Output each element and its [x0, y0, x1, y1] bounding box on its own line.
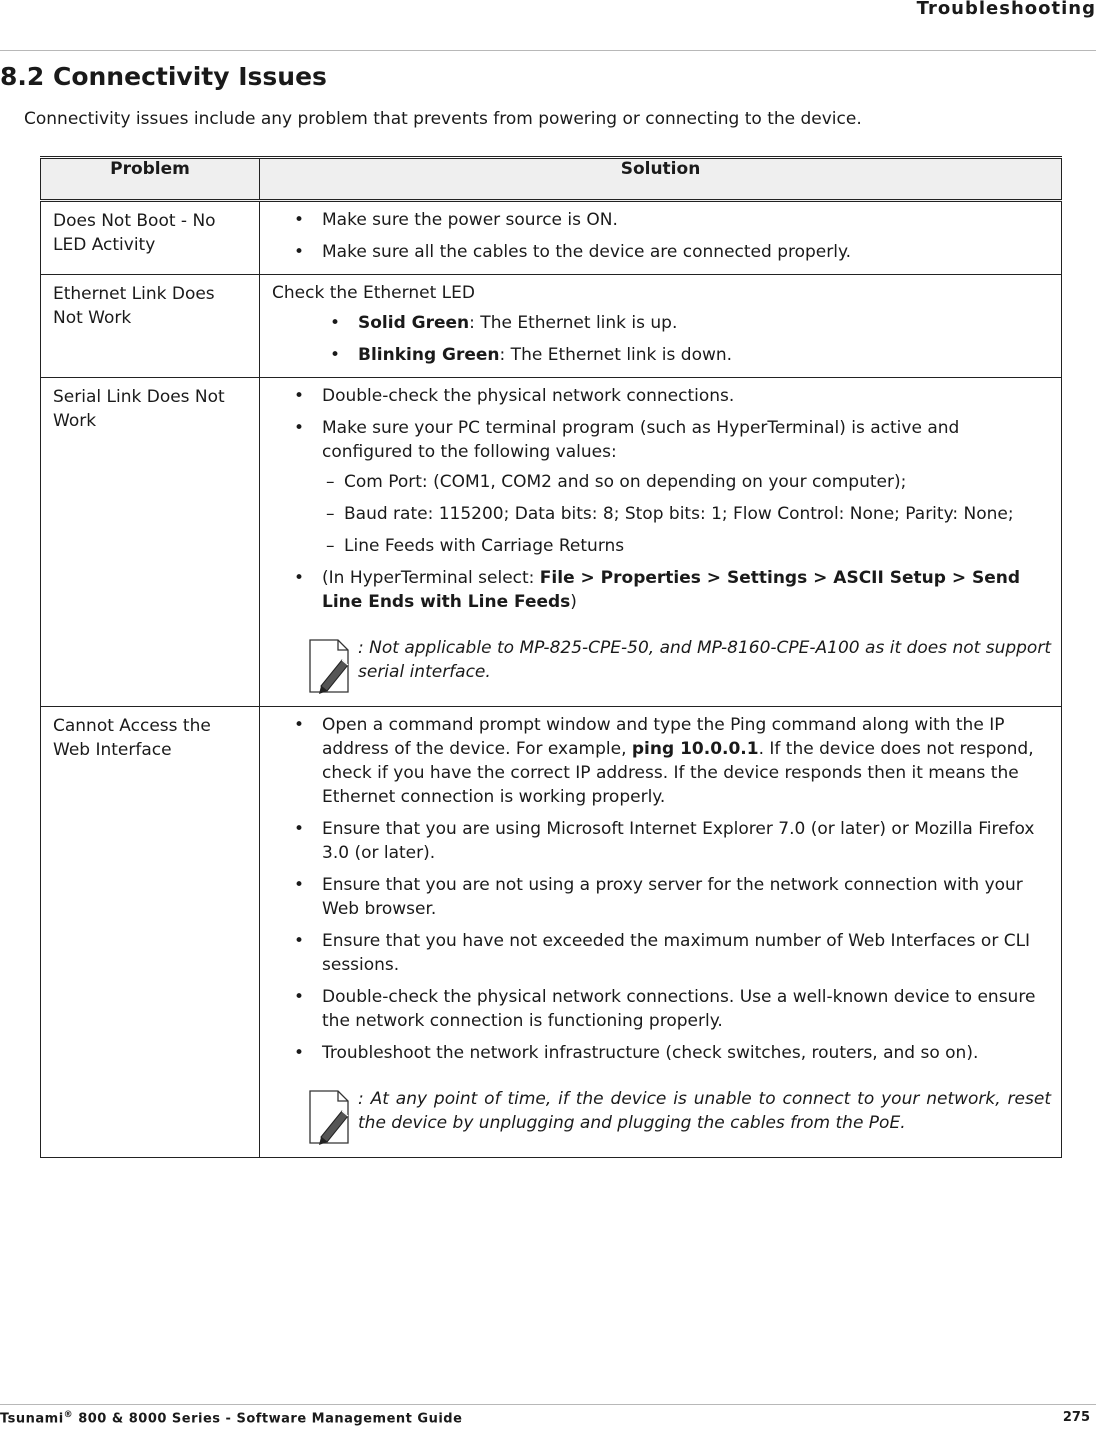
problem-cell: Ethernet Link Does Not Work	[41, 275, 260, 378]
registered-mark: ®	[63, 1410, 74, 1420]
header-title: Troubleshooting	[916, 0, 1096, 19]
solution-list	[272, 384, 1051, 614]
col-header-solution: Solution	[260, 158, 1062, 201]
table-header-row	[41, 158, 1062, 201]
list-item: • Ensure that you have not exceeded the maximum number of Web Interfaces or CLI sessions.	[272, 929, 1051, 977]
page-footer	[0, 1404, 1096, 1430]
solution-cell	[260, 378, 1062, 707]
sub-list	[322, 470, 1051, 558]
list-item	[272, 713, 1051, 809]
col-header-problem: Problem	[41, 158, 260, 201]
section-intro: Connectivity issues include any problem that prevents from powering or connecting to the device.	[24, 109, 862, 129]
solution-list	[272, 713, 1051, 1065]
solution-intro: Check the Ethernet LED	[272, 283, 475, 303]
solution-cell	[260, 275, 1062, 378]
list-item	[272, 311, 1051, 335]
section-heading: 8.2 Connectivity Issues	[0, 62, 327, 91]
footer-brand: Tsunami	[0, 1411, 64, 1427]
table-row	[41, 707, 1062, 1158]
led-state-label: Blinking Green	[358, 345, 500, 365]
list-item-text: Open a command prompt window and type the Ping command along with the IP address of the device. For example,	[322, 715, 1005, 759]
solution-cell	[260, 201, 1062, 275]
connectivity-table	[40, 156, 1062, 1158]
list-item: • Troubleshoot the network infrastructure (check switches, routers, and so on).	[272, 1041, 1051, 1065]
list-item-text: )	[570, 592, 577, 612]
table-row	[41, 201, 1062, 275]
list-item	[272, 566, 1051, 614]
problem-cell: Cannot Access the Web Interface	[41, 707, 260, 1158]
ping-command: ping 10.0.0.1	[631, 739, 759, 759]
list-item: • Double-check the physical network connections.	[272, 384, 1051, 408]
table-row	[41, 275, 1062, 378]
list-item: • Make sure all the cables to the device are connected properly.	[272, 240, 1051, 264]
list-item	[272, 343, 1051, 367]
table-row	[41, 378, 1062, 707]
menu-path: File > Properties > Settings > ASCII Setup > Send Line Ends with Line Feeds	[322, 568, 1021, 612]
led-state-desc: : The Ethernet link is down.	[499, 345, 733, 365]
solution-cell	[260, 707, 1062, 1158]
footer-guide-name: 800 & 8000 Series - Software Management Guide	[73, 1411, 463, 1427]
pencil-note-icon	[308, 636, 356, 696]
solution-list	[272, 311, 1051, 367]
note-text: : Not applicable to MP-825-CPE-50, and MP-8160-CPE-A100 as it does not support serial interface.	[358, 638, 1051, 682]
sub-list-item: – Line Feeds with Carriage Returns	[322, 534, 1051, 558]
list-item-text: . If the device does not respond, check if you have the correct IP address. If the device responds then it means the Ethernet connection is working properly.	[322, 739, 1034, 807]
problem-cell: Does Not Boot - No LED Activity	[41, 201, 260, 275]
note-box	[272, 636, 1051, 696]
list-item-text: Make sure your PC terminal program (such as HyperTerminal) is active and configured to the following values:	[322, 418, 960, 462]
list-item: • Double-check the physical network connections. Use a well-known device to ensure the network connection is functioning properly.	[272, 985, 1051, 1033]
pencil-note-icon	[308, 1087, 356, 1147]
problem-cell: Serial Link Does Not Work	[41, 378, 260, 707]
note-text: : At any point of time, if the device is unable to connect to your network, reset the device by unplugging and plugging the cables from the PoE.	[358, 1089, 1051, 1133]
list-item: • Ensure that you are using Microsoft Internet Explorer 7.0 (or later) or Mozilla Firefox 3.0 (or later).	[272, 817, 1051, 865]
list-item	[272, 416, 1051, 558]
page-number: 275	[1062, 1410, 1090, 1425]
list-item-text: (In HyperTerminal select:	[322, 568, 540, 588]
page-header	[0, 0, 1096, 51]
sub-list-item: – Com Port: (COM1, COM2 and so on depending on your computer);	[322, 470, 1051, 494]
solution-list	[272, 208, 1051, 264]
footer-title	[0, 1410, 462, 1426]
list-item: • Make sure the power source is ON.	[272, 208, 1051, 232]
led-state-label: Solid Green	[358, 313, 470, 333]
led-state-desc: : The Ethernet link is up.	[469, 313, 678, 333]
sub-list-item: – Baud rate: 115200; Data bits: 8; Stop bits: 1; Flow Control: None; Parity: None;	[322, 502, 1051, 526]
list-item: • Ensure that you are not using a proxy server for the network connection with your Web browser.	[272, 873, 1051, 921]
note-box	[272, 1087, 1051, 1147]
